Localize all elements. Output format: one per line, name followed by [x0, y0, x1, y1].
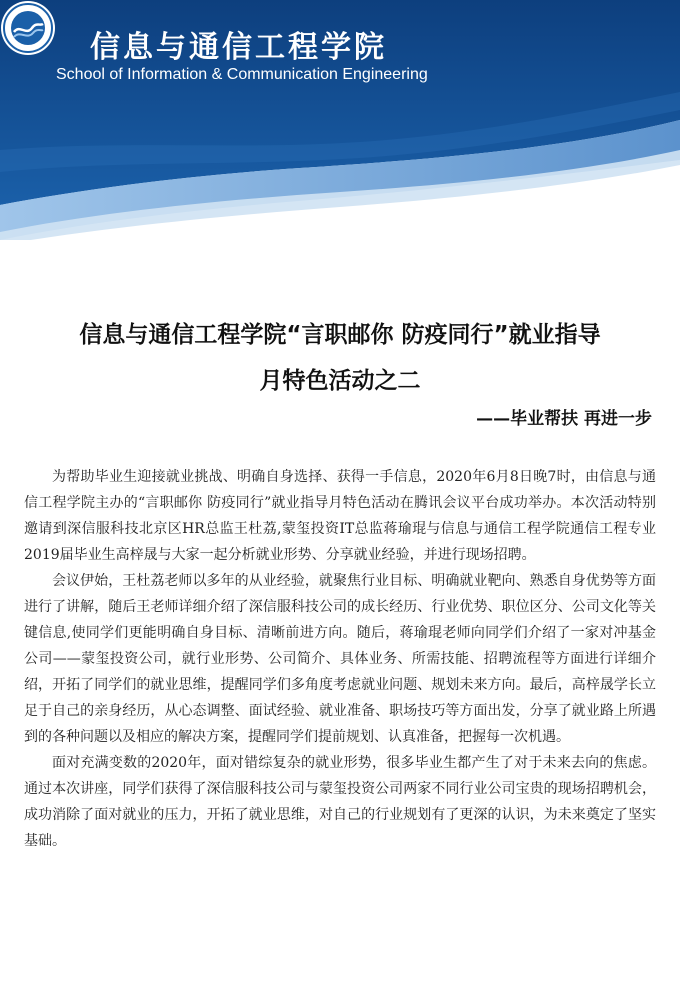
paragraph: 为帮助毕业生迎接就业挑战、明确自身选择、获得一手信息，2020年6月8日晚7时，由信息与通信工程学院主办的“言职邮你 防疫同行”就业指导月特色活动在腾讯会议平台成功举办。本次活动特别邀请到深信服科技北京区HR总监王杜荔,蒙玺投资IT总监蒋瑜琨与信息与通信工程学院通信工程专业2019届毕业生高梓晟与大家一起分析就业形势、分享就业经验，并进行现场招聘。: [24, 469, 656, 563]
school-name-cn: 信息与通信工程学院: [90, 30, 387, 65]
header-banner: [0, 0, 680, 240]
paragraph: 面对充满变数的2020年，面对错综复杂的就业形势，很多毕业生都产生了对于未来去向的焦虑。通过本次讲座，同学们获得了深信服科技公司与蒙玺投资公司两家不同行业公司宝贵的现场招聘机会，成功消除了面对就业的压力，开拓了就业思维，对自己的行业规划有了更深的认识，为未来奠定了坚实基础。: [24, 755, 656, 849]
paragraph: 会议伊始，王杜荔老师以多年的从业经验，就聚焦行业目标、明确就业靶向、熟悉自身优势等方面进行了讲解，随后王老师详细介绍了深信服科技公司的成长经历、行业优势、职位区分、公司文化等关键信息,使同学们更能明确自身目标、清晰前进方向。随后，蒋瑜琨老师向同学们介绍了一家对冲基金公司——蒙玺投资公司，就行业形势、公司简介、具体业务、所需技能、招聘流程等方面进行详细介绍，开拓了同学们的就业思维，提醒同学们多角度考虑就业问题、规划未来方向。最后，高梓晟学长立足于自己的亲身经历，从心态调整、面试经验、就业准备、职场技巧等方面出发，分享了就业路上所遇到的各种问题以及相应的解决方案，提醒同学们提前规划、认真准备，把握每一次机遇。: [24, 573, 656, 745]
article-body: [24, 464, 656, 854]
article-title-line2: 月特色活动之二: [259, 368, 421, 394]
school-name-en: School of Information & Communication Engineering: [56, 66, 428, 83]
university-seal-icon: [0, 0, 56, 56]
article-title-line1: 信息与通信工程学院“言职邮你 防疫同行”就业指导: [79, 322, 601, 348]
article-subtitle: ——毕业帮扶 再进一步: [476, 409, 652, 429]
